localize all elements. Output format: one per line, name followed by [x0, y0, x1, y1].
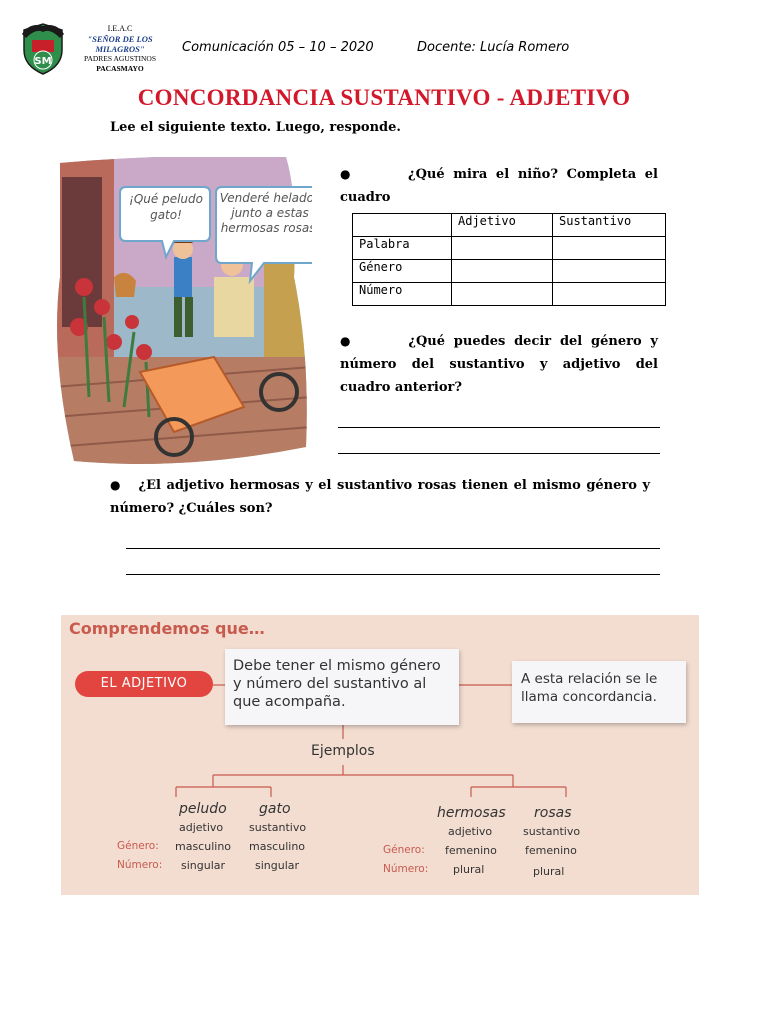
concordance-table: [352, 213, 666, 306]
comprendemos-panel: [61, 615, 699, 895]
table-header-row: [353, 214, 666, 237]
answer-cell[interactable]: [553, 283, 666, 306]
answer-cell[interactable]: [452, 283, 553, 306]
answer-cell[interactable]: [452, 237, 553, 260]
numero-label-2: Número:: [383, 863, 429, 875]
school-line-3: PADRES AGUSTINOS: [83, 54, 157, 63]
bullet-1: ●: [340, 167, 355, 181]
genero-label-2: Género:: [383, 844, 425, 856]
table-header-adjetivo: Adjetivo: [452, 214, 553, 237]
table-row: [353, 260, 666, 283]
answer-cell[interactable]: [452, 260, 553, 283]
example-2-adj-genero: femenino: [445, 844, 497, 857]
ejemplos-label: Ejemplos: [311, 743, 375, 759]
example-1-noun: gato: [259, 801, 291, 817]
school-line-2: "SEÑOR DE LOS MILAGROS": [87, 34, 153, 54]
question-1: [340, 163, 658, 209]
example-1-adj-genero: masculino: [175, 840, 232, 853]
concordancia-box: A esta relación se le llama concordancia.: [512, 661, 686, 723]
question-3-text: ¿El adjetivo hermosas y el sustantivo rosas tienen el mismo género y número? ¿Cuáles son?: [110, 478, 650, 516]
answer-line[interactable]: [338, 427, 660, 428]
numero-label-1: Número:: [117, 859, 163, 871]
rule-box: Debe tener el mismo género y número del sustantivo al que acompaña.: [225, 649, 459, 725]
genero-label-1: Género:: [117, 840, 159, 852]
boy-speech-bubble: ¡Qué peludo gato!: [129, 192, 203, 222]
example-1-adj-type: adjetivo: [179, 821, 224, 834]
bullet-3: ●: [110, 478, 122, 492]
page-title: CONCORDANCIA SUSTANTIVO - ADJETIVO: [137, 85, 631, 110]
story-illustration: [54, 157, 312, 467]
example-1-noun-numero: singular: [255, 859, 300, 872]
example-2-adj-type: adjetivo: [448, 825, 493, 838]
comprendemos-title: Comprendemos que…: [69, 619, 265, 638]
school-line-4: PACASMAYO: [96, 64, 144, 73]
example-2-adj-numero: plural: [453, 863, 485, 876]
svg-text:SM: SM: [34, 56, 52, 67]
school-logo: [20, 20, 66, 76]
el-adjetivo-label: EL ADJETIVO: [75, 671, 213, 697]
answer-line[interactable]: [338, 453, 660, 454]
example-1-noun-type: sustantivo: [249, 821, 307, 834]
example-2-noun-genero: femenino: [525, 844, 577, 857]
answer-cell[interactable]: [553, 260, 666, 283]
seller-speech-bubble: Venderé helados junto a estas hermosas rosas.: [219, 191, 312, 235]
school-line-1: I.E.A.C: [107, 24, 133, 33]
question-2-text: ¿Qué puedes decir del género y número del sustantivo y adjetivo del cuadro anterior?: [340, 334, 658, 395]
example-1-adjective: peludo: [179, 801, 227, 817]
table-header-sustantivo: Sustantivo: [553, 214, 666, 237]
question-3: [110, 474, 650, 520]
bullet-2: ●: [340, 334, 355, 348]
example-2-adjective: hermosas: [437, 805, 506, 821]
teacher-name: Docente: Lucía Romero: [417, 40, 570, 55]
table-header-cell: [353, 214, 452, 237]
table-row: [353, 237, 666, 260]
example-1-noun-genero: masculino: [249, 840, 306, 853]
answer-line[interactable]: [126, 574, 660, 575]
school-name: [68, 24, 172, 74]
subject-date: Comunicación 05 – 10 – 2020: [182, 40, 374, 55]
table-row: [353, 283, 666, 306]
example-2-noun-type: sustantivo: [523, 825, 581, 838]
example-2-noun-numero: plural: [533, 865, 565, 878]
answer-line[interactable]: [126, 548, 660, 549]
row-label-genero: Género: [353, 260, 452, 283]
row-label-palabra: Palabra: [353, 237, 452, 260]
example-2-noun: rosas: [534, 805, 572, 821]
row-label-numero: Número: [353, 283, 452, 306]
instruction: Lee el siguiente texto. Luego, responde.: [110, 120, 401, 135]
example-1-adj-numero: singular: [181, 859, 226, 872]
question-1-text: ¿Qué mira el niño? Completa el cuadro: [340, 167, 658, 205]
answer-cell[interactable]: [553, 237, 666, 260]
question-2: [340, 330, 658, 399]
